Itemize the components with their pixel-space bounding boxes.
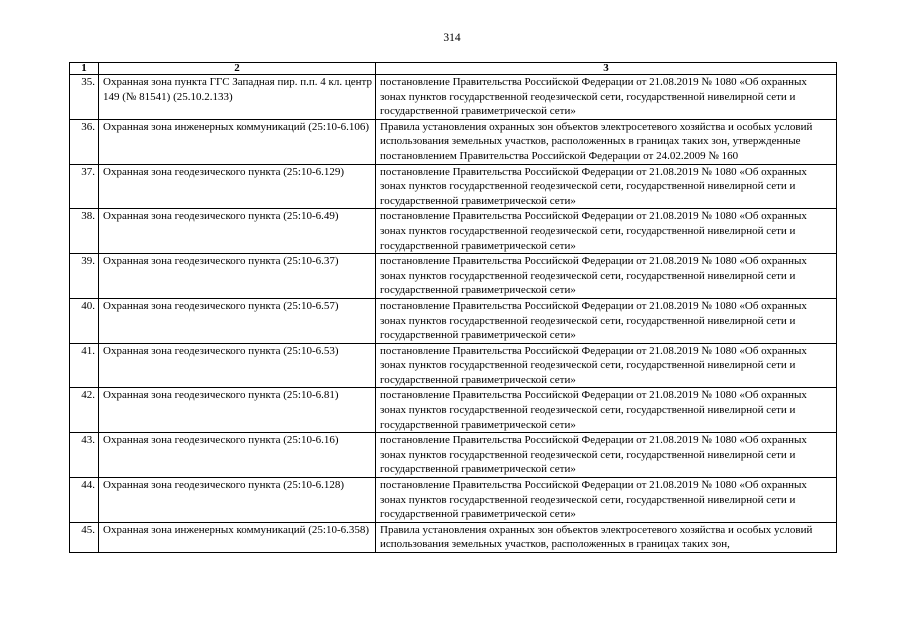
column-header-2: 2 [99, 63, 376, 75]
row-number-cell [70, 388, 99, 433]
column-header-1: 1 [70, 63, 99, 75]
column-header-3: 3 [376, 63, 837, 75]
zone-name-cell [99, 478, 376, 523]
table-row [70, 209, 837, 254]
zone-name-cell [99, 164, 376, 209]
table-row [70, 433, 837, 478]
legal-basis: постановление Правительства Российской Федерации от 21.08.2019 № 1080 «Об охранных зонах пунктов государственной геодезической сети, государственной нивелирной сети и государственной гравиметрической сети» [380, 434, 807, 476]
zone-name-cell [99, 298, 376, 343]
row-number: 36. [81, 120, 95, 133]
row-number-cell [70, 298, 99, 343]
legal-basis-cell [376, 254, 837, 299]
row-number: 43. [81, 434, 95, 447]
table-row [70, 298, 837, 343]
legal-basis-cell [376, 164, 837, 209]
document-table [69, 62, 837, 553]
row-number: 42. [81, 389, 95, 402]
zone-name-cell [99, 209, 376, 254]
legal-basis: постановление Правительства Российской Федерации от 21.08.2019 № 1080 «Об охранных зонах пунктов государственной геодезической сети, государственной нивелирной сети и государственной гравиметрической сети» [380, 389, 807, 431]
legal-basis: постановление Правительства Российской Федерации от 21.08.2019 № 1080 «Об охранных зонах пунктов государственной геодезической сети, государственной нивелирной сети и государственной гравиметрической сети» [380, 76, 807, 118]
zone-name: Охранная зона геодезического пункта (25:10-6.16) [103, 434, 339, 447]
row-number-cell [70, 75, 99, 120]
table-row [70, 254, 837, 299]
row-number: 35. [81, 76, 95, 88]
zone-name: Охранная зона геодезического пункта (25:10-6.49) [103, 210, 339, 223]
table-row [70, 478, 837, 523]
header-row [70, 63, 837, 75]
legal-basis: постановление Правительства Российской Федерации от 21.08.2019 № 1080 «Об охранных зонах пунктов государственной геодезической сети, государственной нивелирной сети и государственной гравиметрической сети» [380, 344, 807, 386]
zone-name: Охранная зона геодезического пункта (25:10-6.57) [103, 299, 339, 312]
row-number: 44. [81, 479, 95, 492]
zone-name: Охранная зона инженерных коммуникаций (25:10-6.106) [103, 120, 370, 133]
legal-basis: постановление Правительства Российской Федерации от 21.08.2019 № 1080 «Об охранных зонах пунктов государственной геодезической сети, государственной нивелирной сети и государственной гравиметрической сети» [380, 299, 807, 342]
row-number-cell [70, 209, 99, 254]
zone-name: Охранная зона геодезического пункта (25:10-6.37) [103, 255, 339, 268]
legal-basis-cell [376, 209, 837, 254]
zone-name-cell [99, 433, 376, 478]
row-number-cell [70, 343, 99, 388]
table-row [70, 164, 837, 209]
zone-name-cell [99, 119, 376, 164]
legal-basis-cell [376, 433, 837, 478]
legal-basis: Правила установления охранных зон объектов электросетевого хозяйства и особых условий использования земельных участков, расположенных в границах таких зон, утвержденные постановлением Правительства Российской Федерации от 24.02.2009 № 160 [380, 120, 813, 162]
zone-name-cell [99, 522, 376, 552]
zone-name: Охранная зона геодезического пункта (25:10-6.129) [103, 165, 345, 178]
row-number-cell [70, 433, 99, 478]
zone-name-cell [99, 75, 376, 120]
legal-basis-cell [376, 119, 837, 164]
legal-basis: постановление Правительства Российской Федерации от 21.08.2019 № 1080 «Об охранных зонах пунктов государственной геодезической сети, государственной нивелирной сети и государственной гравиметрической сети» [380, 479, 807, 521]
zone-name: Охранная зона пункта ГГС Западная пир. п.п. 4 кл. центр 149 (№ 81541) (25.10.2.133) [103, 76, 372, 103]
legal-basis-cell [376, 522, 837, 552]
zone-name: Охранная зона инженерных коммуникаций (25:10-6.358) [103, 523, 370, 536]
table-header [70, 63, 837, 75]
table-row [70, 388, 837, 433]
table-row [70, 119, 837, 164]
legal-basis-cell [376, 388, 837, 433]
legal-basis-cell [376, 478, 837, 523]
legal-basis-cell [376, 75, 837, 120]
table-row [70, 343, 837, 388]
legal-basis: постановление Правительства Российской Федерации от 21.08.2019 № 1080 «Об охранных зонах пунктов государственной геодезической сети, государственной нивелирной сети и государственной гравиметрической сети» [380, 255, 807, 297]
row-number-cell [70, 478, 99, 523]
row-number: 38. [81, 210, 95, 223]
legal-basis: постановление Правительства Российской Федерации от 21.08.2019 № 1080 «Об охранных зонах пунктов государственной геодезической сети, государственной нивелирной сети и государственной гравиметрической сети» [380, 165, 807, 207]
zone-name: Охранная зона геодезического пункта (25:10-6.128) [103, 479, 345, 492]
legal-basis: постановление Правительства Российской Федерации от 21.08.2019 № 1080 «Об охранных зонах пунктов государственной геодезической сети, государственной нивелирной сети и государственной гравиметрической сети» [380, 210, 807, 252]
page-number: 314 [443, 32, 461, 44]
zone-name-cell [99, 388, 376, 433]
table-body [70, 75, 837, 553]
zone-name: Охранная зона геодезического пункта (25:10-6.53) [103, 344, 339, 357]
row-number: 45. [81, 523, 95, 536]
row-number: 39. [81, 255, 95, 268]
table-row [70, 522, 837, 552]
legal-basis-cell [376, 343, 837, 388]
legal-basis-cell [376, 298, 837, 343]
zone-name-cell [99, 254, 376, 299]
row-number: 40. [81, 299, 95, 312]
row-number-cell [70, 522, 99, 552]
row-number-cell [70, 254, 99, 299]
row-number-cell [70, 119, 99, 164]
row-number: 37. [81, 165, 95, 178]
row-number: 41. [81, 344, 95, 357]
zone-name: Охранная зона геодезического пункта (25:10-6.81) [103, 389, 339, 402]
row-number-cell [70, 164, 99, 209]
table-row [70, 75, 837, 120]
legal-basis: Правила установления охранных зон объектов электросетевого хозяйства и особых условий использования земельных участков, расположенных в границах таких зон, [380, 523, 813, 551]
zone-name-cell [99, 343, 376, 388]
